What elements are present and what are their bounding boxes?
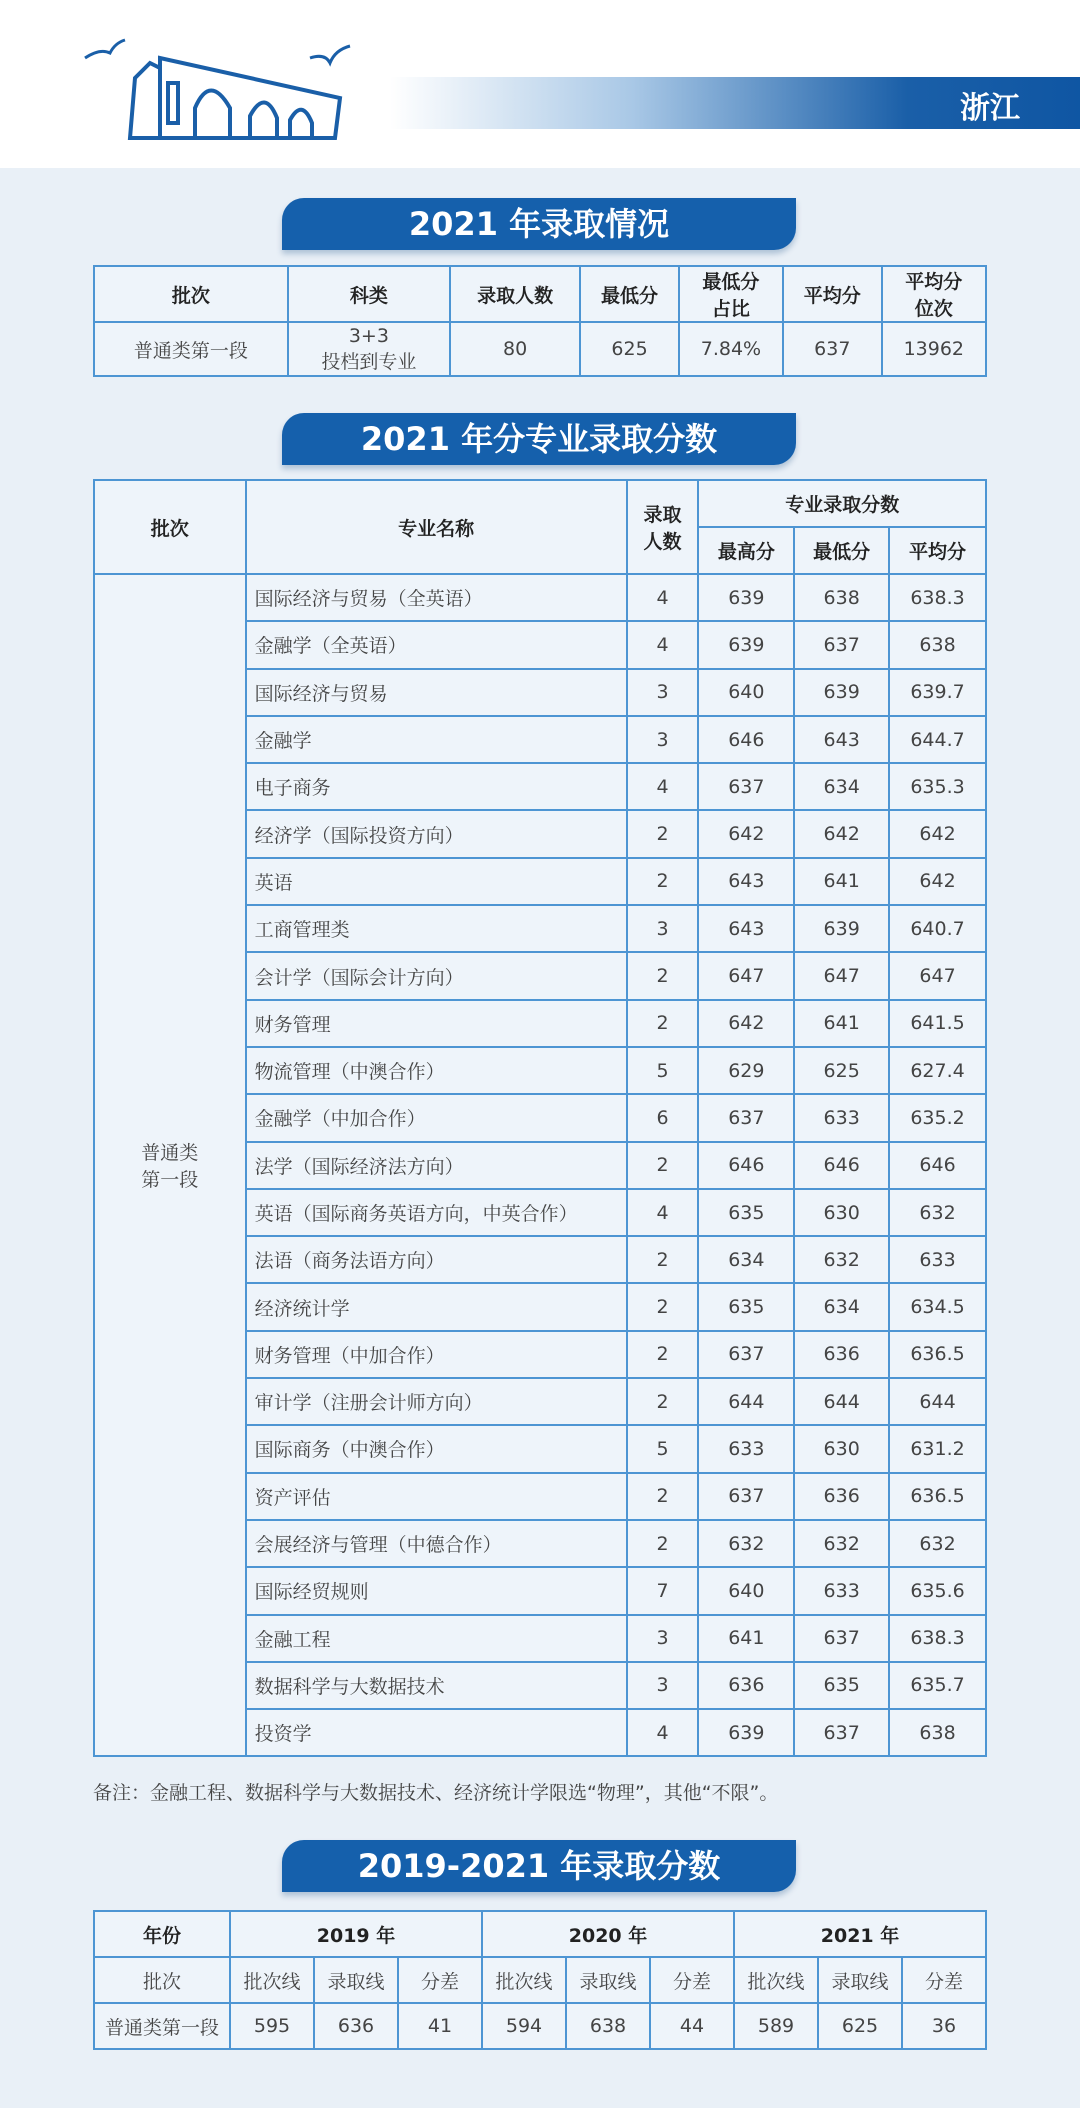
max-score: 646 <box>698 716 794 763</box>
subheader-cell: 分差 <box>398 1957 482 2003</box>
table-cell: 13962 <box>882 322 986 376</box>
count: 2 <box>627 1283 699 1330</box>
min-score: 636 <box>794 1473 889 1520</box>
count: 2 <box>627 1378 699 1425</box>
avg-score: 642 <box>889 810 986 857</box>
major-name: 法学（国际经济法方向） <box>246 1142 627 1189</box>
major-name: 国际经济与贸易 <box>246 669 627 716</box>
header-major: 专业名称 <box>246 480 627 574</box>
campus-building-logo <box>80 38 360 148</box>
avg-score: 647 <box>889 952 986 999</box>
batch-cell: 普通类 第一段 <box>94 574 246 1756</box>
table-cell: 36 <box>902 2003 986 2049</box>
subheader-cell: 批次线 <box>482 1957 566 2003</box>
max-score: 632 <box>698 1520 794 1567</box>
major-name: 法语（商务法语方向） <box>246 1236 627 1283</box>
min-score: 630 <box>794 1425 889 1472</box>
major-name: 金融学 <box>246 716 627 763</box>
min-score: 642 <box>794 810 889 857</box>
page-header <box>0 0 1080 168</box>
table-cell: 636 <box>314 2003 398 2049</box>
section-title-2021-admission: 2021 年录取情况 <box>282 198 796 250</box>
max-score: 629 <box>698 1047 794 1094</box>
table-cell: 595 <box>230 2003 314 2049</box>
table-row <box>94 2003 986 2049</box>
footnote: 备注：金融工程、数据科学与大数据技术、经济统计学限选“物理”，其他“不限”。 <box>93 1782 779 1804</box>
subheader-cell: 录取线 <box>314 1957 398 2003</box>
avg-score: 633 <box>889 1236 986 1283</box>
max-score: 639 <box>698 1709 794 1756</box>
subheader-cell: 批次线 <box>734 1957 818 2003</box>
avg-score: 641.5 <box>889 1000 986 1047</box>
table-header-row <box>94 480 986 527</box>
avg-score: 636.5 <box>889 1331 986 1378</box>
table-cell: 80 <box>450 322 580 376</box>
max-score: 646 <box>698 1142 794 1189</box>
major-name: 财务管理 <box>246 1000 627 1047</box>
avg-score: 644.7 <box>889 716 986 763</box>
table-cell: 41 <box>398 2003 482 2049</box>
table-subheader-row <box>94 1957 986 2003</box>
min-score: 638 <box>794 574 889 621</box>
max-score: 642 <box>698 1000 794 1047</box>
min-score: 637 <box>794 1615 889 1662</box>
max-score: 633 <box>698 1425 794 1472</box>
avg-score: 635.2 <box>889 1094 986 1141</box>
min-score: 633 <box>794 1094 889 1141</box>
avg-score: 644 <box>889 1378 986 1425</box>
min-score: 634 <box>794 1283 889 1330</box>
table-cell: 44 <box>650 2003 734 2049</box>
header-year-0: 2019 年 <box>230 1911 482 1957</box>
min-score: 647 <box>794 952 889 999</box>
table-cell: 625 <box>818 2003 902 2049</box>
min-score: 632 <box>794 1520 889 1567</box>
major-name: 工商管理类 <box>246 905 627 952</box>
min-score: 639 <box>794 905 889 952</box>
major-name: 国际经济与贸易（全英语） <box>246 574 627 621</box>
count: 2 <box>627 1142 699 1189</box>
max-score: 635 <box>698 1283 794 1330</box>
section-title-2019-2021: 2019-2021 年录取分数 <box>282 1840 796 1892</box>
avg-score: 636.5 <box>889 1473 986 1520</box>
major-name: 电子商务 <box>246 763 627 810</box>
major-name: 国际商务（中澳合作） <box>246 1425 627 1472</box>
avg-score: 635.6 <box>889 1567 986 1614</box>
max-score: 635 <box>698 1189 794 1236</box>
max-score: 637 <box>698 1473 794 1520</box>
table-cell: 589 <box>734 2003 818 2049</box>
min-score: 634 <box>794 763 889 810</box>
major-name: 经济统计学 <box>246 1283 627 1330</box>
max-score: 643 <box>698 905 794 952</box>
avg-score: 635.3 <box>889 763 986 810</box>
max-score: 639 <box>698 621 794 668</box>
section-title-major-scores: 2021 年分专业录取分数 <box>282 413 796 465</box>
min-score: 637 <box>794 621 889 668</box>
header-year-1: 2020 年 <box>482 1911 734 1957</box>
min-score: 637 <box>794 1709 889 1756</box>
major-name: 金融工程 <box>246 1615 627 1662</box>
table-cell: 594 <box>482 2003 566 2049</box>
table-cell: 普通类第一段 <box>94 322 288 376</box>
major-scores-table <box>93 479 987 1757</box>
avg-score: 640.7 <box>889 905 986 952</box>
count: 2 <box>627 1236 699 1283</box>
max-score: 647 <box>698 952 794 999</box>
min-score: 639 <box>794 669 889 716</box>
major-name: 英语 <box>246 858 627 905</box>
table-cell: 普通类第一段 <box>94 2003 230 2049</box>
header-min: 最低分 <box>794 527 889 574</box>
header-batch: 批次 <box>94 1957 230 2003</box>
min-score: 646 <box>794 1142 889 1189</box>
major-name: 英语（国际商务英语方向，中英合作） <box>246 1189 627 1236</box>
region-banner <box>390 77 1080 129</box>
max-score: 637 <box>698 1094 794 1141</box>
count: 2 <box>627 858 699 905</box>
min-score: 625 <box>794 1047 889 1094</box>
header-cell: 录取人数 <box>450 266 580 322</box>
major-name: 投资学 <box>246 1709 627 1756</box>
subheader-cell: 录取线 <box>818 1957 902 2003</box>
subheader-cell: 分差 <box>902 1957 986 2003</box>
header-cell: 平均分 位次 <box>882 266 986 322</box>
count: 4 <box>627 621 699 668</box>
count: 4 <box>627 574 699 621</box>
avg-score: 639.7 <box>889 669 986 716</box>
header-scores: 专业录取分数 <box>698 480 986 527</box>
min-score: 633 <box>794 1567 889 1614</box>
count: 4 <box>627 1189 699 1236</box>
table-row <box>94 322 986 376</box>
min-score: 635 <box>794 1662 889 1709</box>
major-name: 经济学（国际投资方向） <box>246 810 627 857</box>
header-cell: 最低分 <box>580 266 679 322</box>
header-batch: 批次 <box>94 480 246 574</box>
count: 3 <box>627 669 699 716</box>
region-label: 浙江 <box>960 91 1020 126</box>
header-year-2: 2021 年 <box>734 1911 986 1957</box>
max-score: 637 <box>698 763 794 810</box>
count: 2 <box>627 810 699 857</box>
max-score: 634 <box>698 1236 794 1283</box>
table-cell: 638 <box>566 2003 650 2049</box>
avg-score: 638 <box>889 621 986 668</box>
major-name: 国际经贸规则 <box>246 1567 627 1614</box>
major-name: 审计学（注册会计师方向） <box>246 1378 627 1425</box>
count: 6 <box>627 1094 699 1141</box>
avg-score: 631.2 <box>889 1425 986 1472</box>
major-name: 物流管理（中澳合作） <box>246 1047 627 1094</box>
max-score: 642 <box>698 810 794 857</box>
major-name: 资产评估 <box>246 1473 627 1520</box>
subheader-cell: 批次线 <box>230 1957 314 2003</box>
count: 5 <box>627 1047 699 1094</box>
min-score: 641 <box>794 858 889 905</box>
admission-summary-table <box>93 265 987 377</box>
count: 4 <box>627 1709 699 1756</box>
avg-score: 635.7 <box>889 1662 986 1709</box>
max-score: 637 <box>698 1331 794 1378</box>
table-row <box>94 574 986 621</box>
header-count: 录取 人数 <box>627 480 699 574</box>
avg-score: 638.3 <box>889 1615 986 1662</box>
major-name: 金融学（中加合作） <box>246 1094 627 1141</box>
count: 7 <box>627 1567 699 1614</box>
min-score: 643 <box>794 716 889 763</box>
subheader-cell: 分差 <box>650 1957 734 2003</box>
avg-score: 646 <box>889 1142 986 1189</box>
count: 3 <box>627 1615 699 1662</box>
major-name: 财务管理（中加合作） <box>246 1331 627 1378</box>
count: 4 <box>627 763 699 810</box>
table-header-row <box>94 1911 986 1957</box>
table-cell: 3+3 投档到专业 <box>288 322 450 376</box>
header-cell: 批次 <box>94 266 288 322</box>
max-score: 639 <box>698 574 794 621</box>
count: 3 <box>627 716 699 763</box>
count: 3 <box>627 905 699 952</box>
count: 2 <box>627 1520 699 1567</box>
major-name: 会展经济与管理（中德合作） <box>246 1520 627 1567</box>
table-header-row <box>94 266 986 322</box>
max-score: 644 <box>698 1378 794 1425</box>
min-score: 644 <box>794 1378 889 1425</box>
major-name: 金融学（全英语） <box>246 621 627 668</box>
avg-score: 638 <box>889 1709 986 1756</box>
major-name: 会计学（国际会计方向） <box>246 952 627 999</box>
avg-score: 642 <box>889 858 986 905</box>
max-score: 640 <box>698 669 794 716</box>
min-score: 630 <box>794 1189 889 1236</box>
table-cell: 7.84% <box>679 322 783 376</box>
count: 3 <box>627 1662 699 1709</box>
header-cell: 科类 <box>288 266 450 322</box>
subheader-cell: 录取线 <box>566 1957 650 2003</box>
avg-score: 627.4 <box>889 1047 986 1094</box>
count: 2 <box>627 1000 699 1047</box>
count: 2 <box>627 1331 699 1378</box>
yearly-scores-table <box>93 1910 987 2050</box>
min-score: 641 <box>794 1000 889 1047</box>
header-avg: 平均分 <box>889 527 986 574</box>
avg-score: 638.3 <box>889 574 986 621</box>
avg-score: 634.5 <box>889 1283 986 1330</box>
count: 5 <box>627 1425 699 1472</box>
max-score: 643 <box>698 858 794 905</box>
major-name: 数据科学与大数据技术 <box>246 1662 627 1709</box>
avg-score: 632 <box>889 1520 986 1567</box>
max-score: 640 <box>698 1567 794 1614</box>
count: 2 <box>627 1473 699 1520</box>
table-cell: 637 <box>783 322 882 376</box>
max-score: 641 <box>698 1615 794 1662</box>
min-score: 636 <box>794 1331 889 1378</box>
header-year: 年份 <box>94 1911 230 1957</box>
header-max: 最高分 <box>698 527 794 574</box>
header-cell: 平均分 <box>783 266 882 322</box>
table-cell: 625 <box>580 322 679 376</box>
header-cell: 最低分 占比 <box>679 266 783 322</box>
avg-score: 632 <box>889 1189 986 1236</box>
max-score: 636 <box>698 1662 794 1709</box>
min-score: 632 <box>794 1236 889 1283</box>
count: 2 <box>627 952 699 999</box>
